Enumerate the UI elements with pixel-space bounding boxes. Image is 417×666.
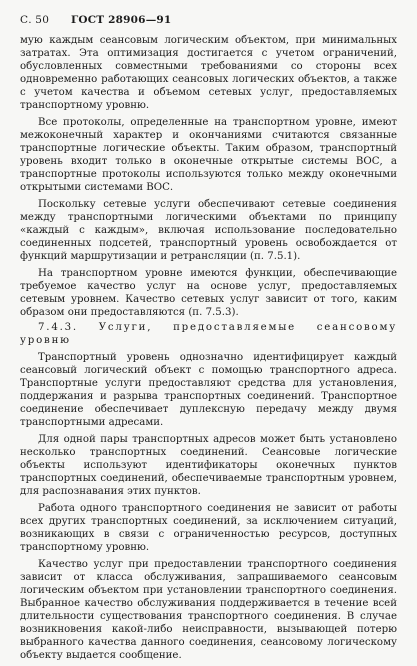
page-number: С. 50 xyxy=(20,14,50,26)
paragraph-protocols: Все протоколы, определенные на транспортном уровне, имеют межоконечный характер и окончаниями считаются связанные транспортные логические объекты. Таким образом, транспортный уровень входит только в оконечные открытые системы ВОС, а транспортные протоколы используются только между оконечными открытыми системами ВОС. xyxy=(20,117,397,193)
paragraph-identification: Транспортный уровень однозначно идентифицирует каждый сеансовый логический объект с помощью транспортного адреса. Транспортные услуги предоставляют средства для установления, поддержания и разрыва транспортных соединений. Транспортное соединение обеспечивает дуплексную передачу между двумя транспортными адресами. xyxy=(20,352,397,428)
paragraph-network-services: Поскольку сетевые услуги обеспечивают сетевые соединения между транспортными логическими объектами по принципу «каждый с каждым», включая использование последовательно соединенных подсетей, транспортный уровень освобождается от функций маршрутизации и ретрансляции (п. 7.5.1). xyxy=(20,199,397,262)
section-heading-7-4-3: 7.4.3. Услуги, предоставляемые сеансовому уровню xyxy=(20,322,397,346)
paragraph-independence: Работа одного транспортного соединения не зависит от работы всех других транспортных соединений, за исключением ситуаций, возникающих в связи с ограниченностью ресурсов, доступных транспортному уровню. xyxy=(20,503,397,553)
standard-title: ГОСТ 28906—91 xyxy=(70,14,172,26)
paragraph-quality-functions: На транспортном уровне имеются функции, обеспечивающие требуемое качество услуг на основе услуг, предоставляемых сетевым уровнем. Качество сетевых услуг зависит от того, каким образом они предоставляются (п. 7.5.3). xyxy=(20,268,397,318)
body-text xyxy=(20,34,397,666)
paragraph-quality-of-service: Качество услуг при предоставлении транспортного соединения зависит от класса обслуживания, запрашиваемого сеансовым логическим объектом при установлении транспортного соединения. Выбранное качество обслуживания поддерживается в течение всей длительности существования транспортного соединения. В случае возникновения какой-либо неисправности, вызывающей потерю выбранного качества данного соединения, сеансовому логическому объекту выдается сообщение. xyxy=(20,559,397,661)
page-header xyxy=(20,14,171,26)
paragraph-multiple-connections: Для одной пары транспортных адресов может быть установлено несколько транспортных соединений. Сеансовые логические объекты используют идентификаторы оконечных пунктов транспортных соединений, обеспечиваемые транспортным уровнем, для распознавания этих пунктов. xyxy=(20,434,397,497)
paragraph-continuation: мую каждым сеансовым логическим объектом, при минимальных затратах. Эта оптимизация достигается с учетом ограничений, обусловленных совместными требованиями со стороны всех одновременно работающих сеансовых логических объектов, а также с учетом качества и объемом сетевых услуг, предоставляемых транспортному уровню. xyxy=(20,35,397,111)
